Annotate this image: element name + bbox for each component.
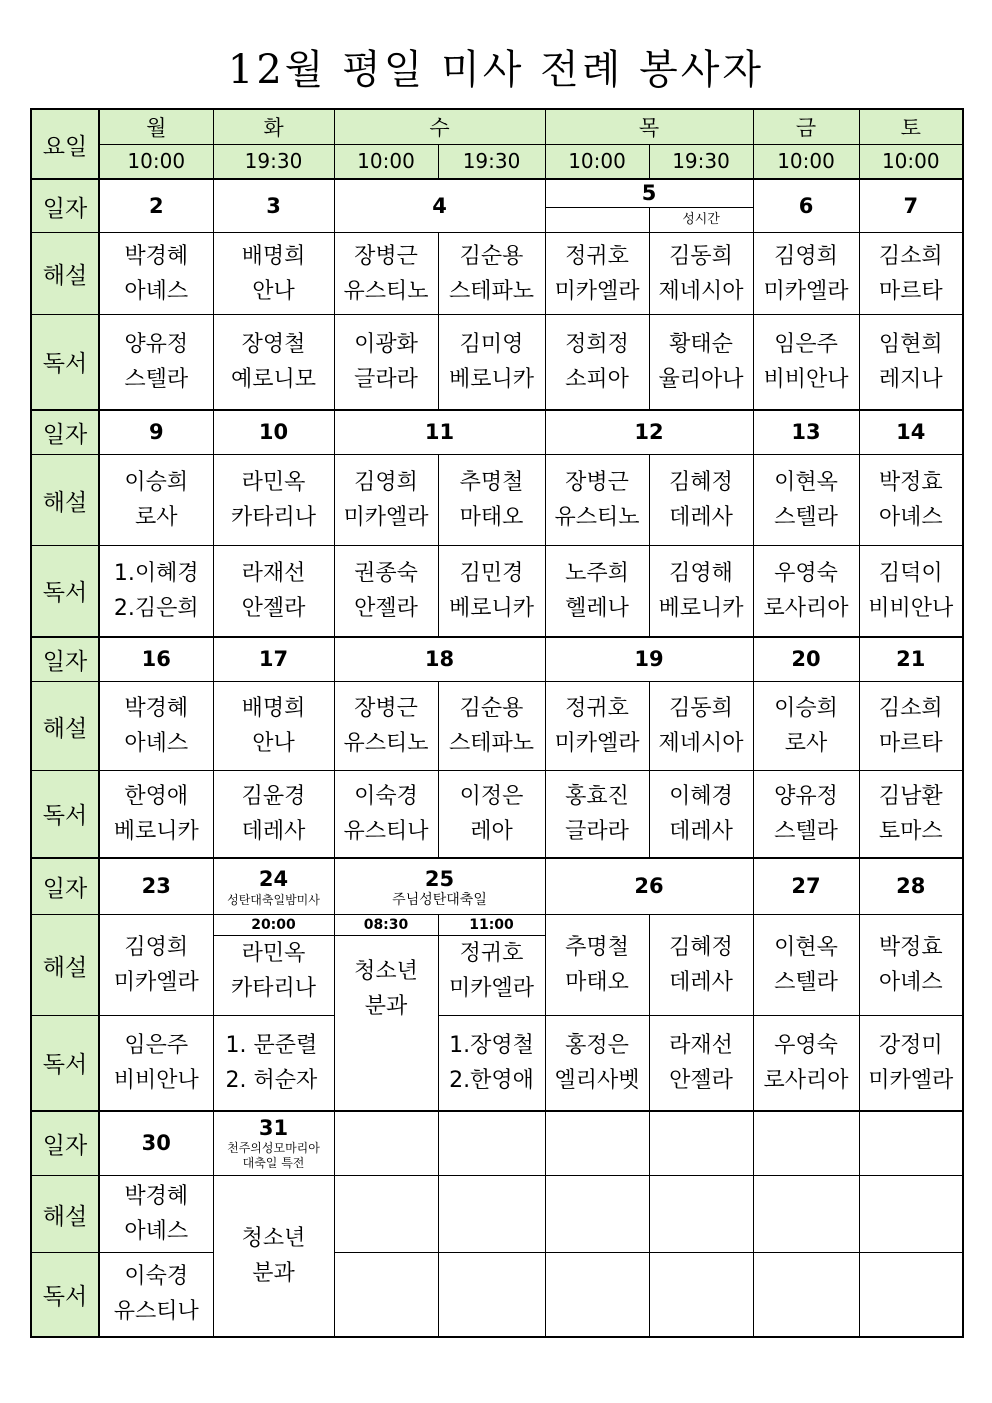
name-cell: 박정효 아녜스 [859, 455, 963, 546]
empty-cell [859, 1176, 963, 1253]
empty-cell [753, 1111, 859, 1176]
date-4: 4 [334, 179, 545, 233]
label-haeseol: 해설 [31, 682, 99, 771]
name-cell: 김미영 베로니카 [438, 315, 545, 410]
date-3: 3 [213, 179, 334, 233]
name-cell: 김동희 제네시아 [649, 682, 753, 771]
date-19: 19 [545, 637, 753, 682]
date-12: 12 [545, 410, 753, 455]
date-17: 17 [213, 637, 334, 682]
name-cell: 김동희 제네시아 [649, 233, 753, 315]
name-cell: 추명철 마태오 [438, 455, 545, 546]
empty-cell [649, 1111, 753, 1176]
date-20: 20 [753, 637, 859, 682]
name-cell: 김윤경 데레사 [213, 771, 334, 858]
mary-note-1: 천주의성모마리아 [227, 1141, 320, 1156]
label-dokseo: 독서 [31, 771, 99, 858]
name-cell: 장병근 유스티노 [334, 233, 438, 315]
name-cell: 김소희 마르타 [859, 233, 963, 315]
name-cell: 정귀호 미카엘라 [545, 233, 649, 315]
name-cell: 노주희 헬레나 [545, 546, 649, 637]
holy-hour-note: 성시간 [682, 212, 720, 227]
empty-cell [649, 1253, 753, 1337]
date-9: 9 [99, 410, 213, 455]
label-dokseo: 독서 [31, 1253, 99, 1337]
name-cell: 이광화 글라라 [334, 315, 438, 410]
name-cell: 홍정은 엘리사벳 [545, 1016, 649, 1111]
name-cell: 배명희 안나 [213, 682, 334, 771]
week4-haeseol-row [31, 915, 963, 1016]
empty-cell [438, 1111, 545, 1176]
name-cell: 김영해 베로니카 [649, 546, 753, 637]
name-cell: 우영숙 로사리아 [753, 546, 859, 637]
week3-date-row [31, 637, 963, 682]
name-cell: 이승희 로사 [99, 455, 213, 546]
label-ilja: 일자 [31, 179, 99, 233]
label-haeseol: 해설 [31, 233, 99, 315]
name-cell: 김순용 스테파노 [438, 682, 545, 771]
time-fri: 10:00 [753, 144, 859, 179]
date-24-cell [213, 858, 334, 915]
name-cell: 이숙경 유스티나 [99, 1253, 213, 1337]
name-cell: 양유정 스텔라 [99, 315, 213, 410]
name-cell: 라재선 안젤라 [213, 546, 334, 637]
time-thu-2: 19:30 [649, 144, 753, 179]
empty-cell [438, 1176, 545, 1253]
date-31: 31 [258, 1116, 289, 1141]
label-dokseo: 독서 [31, 546, 99, 637]
empty-cell [334, 1111, 438, 1176]
name-cell: 임은주 비비안나 [753, 315, 859, 410]
empty-cell [334, 1253, 438, 1337]
schedule-table [30, 108, 964, 1338]
date-25-cell [334, 858, 545, 915]
name-cell: 김순용 스테파노 [438, 233, 545, 315]
name-cell: 박정효 아녜스 [859, 915, 963, 1016]
name-cell: 김소희 마르타 [859, 682, 963, 771]
date-13: 13 [753, 410, 859, 455]
week3-haeseol-row [31, 682, 963, 771]
day-mon: 월 [99, 109, 213, 144]
empty-cell [859, 1253, 963, 1337]
date-6: 6 [753, 179, 859, 233]
name-cell: 1.장영철 2.한영애 [438, 1016, 545, 1111]
name-cell: 우영숙 로사리아 [753, 1016, 859, 1111]
time-thu-1: 10:00 [545, 144, 649, 179]
day-thu: 목 [545, 109, 753, 144]
time-1100: 11:00 [439, 915, 545, 936]
empty-cell [545, 1253, 649, 1337]
date-2: 2 [99, 179, 213, 233]
empty-cell [438, 1253, 545, 1337]
date-10: 10 [213, 410, 334, 455]
name-cell: 임은주 비비안나 [99, 1016, 213, 1111]
name-cell: 황태순 율리아나 [649, 315, 753, 410]
date-11: 11 [334, 410, 545, 455]
name-cell: 이정은 레아 [438, 771, 545, 858]
name-cell: 이현옥 스텔라 [753, 915, 859, 1016]
youth-cell: 청소년 분과 [334, 1016, 438, 1111]
name-cell: 라재선 안젤라 [649, 1016, 753, 1111]
date-16: 16 [99, 637, 213, 682]
date-18: 18 [334, 637, 545, 682]
week2-date-row [31, 410, 963, 455]
name-cell: 임현희 레지나 [859, 315, 963, 410]
name-cell: 1.이혜경 2.김은희 [99, 546, 213, 637]
name-cell: 배명희 안나 [213, 233, 334, 315]
label-ilja: 일자 [31, 1111, 99, 1176]
name-cell: 이혜경 데레사 [649, 771, 753, 858]
date-23: 23 [99, 858, 213, 915]
label-dokseo: 독서 [31, 315, 99, 410]
date-28: 28 [859, 858, 963, 915]
name-cell: 이숙경 유스티나 [334, 771, 438, 858]
week5-haeseol-row [31, 1176, 963, 1253]
name-cell: 라민옥 카타리나 [213, 455, 334, 546]
name-cell: 박경혜 아녜스 [99, 233, 213, 315]
name-cell: 김영희 미카엘라 [99, 915, 213, 1016]
time-sat: 10:00 [859, 144, 963, 179]
week2-haeseol-row [31, 455, 963, 546]
label-ilja: 일자 [31, 637, 99, 682]
label-dokseo: 독서 [31, 1016, 99, 1111]
week4-dokseo-row [31, 1016, 963, 1111]
week1-haeseol-row [31, 233, 963, 315]
youth-cell: 청소년 분과 [213, 1176, 334, 1337]
day-sat: 토 [859, 109, 963, 144]
name-cell: 장병근 유스티노 [334, 682, 438, 771]
date-24: 24 [258, 866, 289, 891]
week5-dokseo-row [31, 1253, 963, 1337]
date-27: 27 [753, 858, 859, 915]
name-cell: 김영희 미카엘라 [753, 233, 859, 315]
name-cell: 한영애 베로니카 [99, 771, 213, 858]
name-cell: 추명철 마태오 [545, 915, 649, 1016]
page-title: 12월 평일 미사 전례 봉사자 [227, 47, 765, 93]
christmas-eve-note: 성탄대축일밤미사 [227, 892, 320, 907]
mary-note-2: 대축일 특전 [242, 1156, 305, 1171]
name-cell: 양유정 스텔라 [753, 771, 859, 858]
day-fri: 금 [753, 109, 859, 144]
empty-cell [649, 1176, 753, 1253]
time-mon: 10:00 [99, 144, 213, 179]
name-cell: 김혜정 데레사 [649, 455, 753, 546]
label-yoil: 요일 [31, 109, 99, 179]
name-cell: 장병근 유스티노 [545, 455, 649, 546]
label-haeseol: 해설 [31, 915, 99, 1016]
date-21: 21 [859, 637, 963, 682]
date-7: 7 [859, 179, 963, 233]
empty-cell [334, 1176, 438, 1253]
name-cell: 박경혜 아녜스 [99, 1176, 213, 1253]
label-ilja: 일자 [31, 858, 99, 915]
time-wed-2: 19:30 [438, 144, 545, 179]
week2-dokseo-row [31, 546, 963, 637]
label-haeseol: 해설 [31, 455, 99, 546]
name-cell: 김영희 미카엘라 [334, 455, 438, 546]
date-31-cell [213, 1111, 334, 1176]
empty-cell [753, 1253, 859, 1337]
name-cell: 김남환 토마스 [859, 771, 963, 858]
christmas-note: 주님성탄대축일 [392, 891, 487, 908]
week1-dokseo-row [31, 315, 963, 410]
day-tue: 화 [213, 109, 334, 144]
date-30: 30 [99, 1111, 213, 1176]
week4-date-row [31, 858, 963, 915]
name-cell: 강정미 미카엘라 [859, 1016, 963, 1111]
name-cell: 1. 문준렬 2. 허순자 [213, 1016, 334, 1111]
name-cell: 이승희 로사 [753, 682, 859, 771]
time-tue: 19:30 [213, 144, 334, 179]
name-cell: 11:00 정귀호 미카엘라 [438, 915, 545, 1016]
time-2000: 20:00 [214, 915, 334, 936]
time-0830: 08:30 [335, 915, 438, 936]
date-25: 25 [424, 866, 455, 891]
name-cell: 박경혜 아녜스 [99, 682, 213, 771]
date-14: 14 [859, 410, 963, 455]
date-26: 26 [545, 858, 753, 915]
name-cell: 정귀호 미카엘라 [545, 682, 649, 771]
name-cell: 이현옥 스텔라 [753, 455, 859, 546]
name-cell: 정희정 소피아 [545, 315, 649, 410]
week1-date-row [31, 179, 963, 233]
name-cell: 김혜정 데레사 [649, 915, 753, 1016]
week3-dokseo-row [31, 771, 963, 858]
name-cell: 장영철 예로니모 [213, 315, 334, 410]
time-wed-1: 10:00 [334, 144, 438, 179]
label-haeseol: 해설 [31, 1176, 99, 1253]
name-cell: 홍효진 글라라 [545, 771, 649, 858]
empty-cell [753, 1176, 859, 1253]
name-cell: 20:00 라민옥 카타리나 [213, 915, 334, 1016]
name-cell: 김민경 베로니카 [438, 546, 545, 637]
name-cell: 권종숙 안젤라 [334, 546, 438, 637]
week5-date-row [31, 1111, 963, 1176]
empty-cell [545, 1176, 649, 1253]
day-wed: 수 [334, 109, 545, 144]
name-cell: 김덕이 비비안나 [859, 546, 963, 637]
empty-cell [859, 1111, 963, 1176]
date-5: 5 [546, 180, 753, 208]
label-ilja: 일자 [31, 410, 99, 455]
date-5-cell [545, 179, 753, 233]
empty-cell [545, 1111, 649, 1176]
